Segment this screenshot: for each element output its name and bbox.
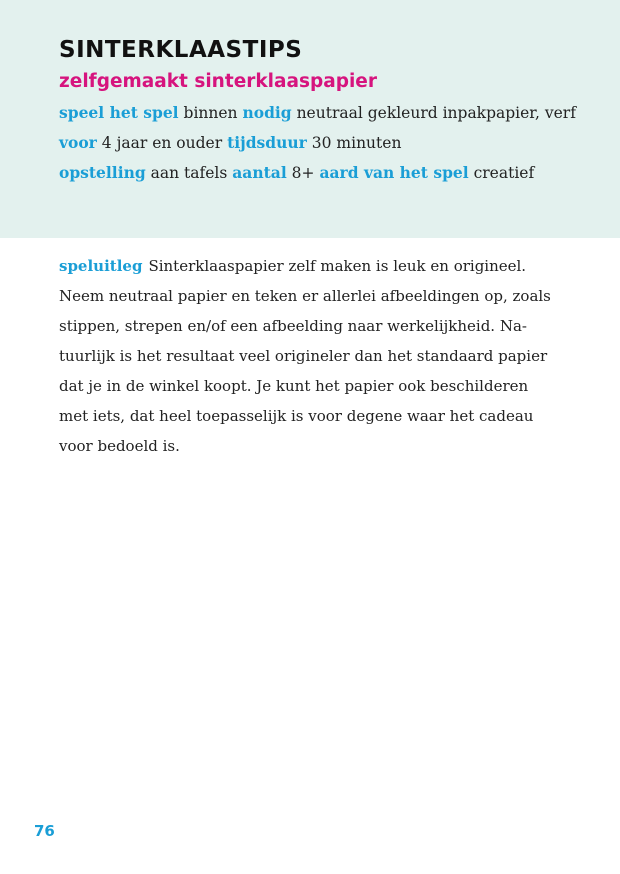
meta-key-nodig: nodig (242, 103, 292, 122)
explanation-line: met iets, dat heel toepasselijk is voor degene waar het cadeau (59, 407, 534, 425)
explanation-line: Sinterklaaspapier zelf maken is leuk en origineel. (148, 257, 527, 275)
meta-value-opstelling: aan tafels (150, 164, 228, 182)
page-number: 76 (34, 822, 55, 840)
header-band (0, 0, 620, 238)
meta-key-speel-het-spel: speel het spel (59, 103, 179, 122)
meta-value-aantal: 8+ (291, 164, 315, 182)
meta-key-tijdsduur: tijdsduur (227, 133, 307, 152)
game-explanation (59, 251, 559, 461)
meta-value-speel-het-spel: binnen (183, 104, 238, 122)
meta-value-nodig: neutraal gekleurd inpakpapier, verf (296, 104, 576, 122)
section-title: SINTERKLAASTIPS (59, 37, 303, 63)
meta-value-tijdsduur: 30 minuten (311, 134, 402, 152)
meta-value-aard-van-het-spel: creatief (473, 164, 535, 182)
meta-line-3 (59, 163, 534, 183)
explanation-line: voor bedoeld is. (59, 437, 180, 455)
activity-subtitle: zelfgemaakt sinterklaaspapier (59, 71, 377, 92)
meta-line-2 (59, 133, 401, 153)
meta-key-aard-van-het-spel: aard van het spel (319, 163, 469, 182)
explanation-line: tuurlijk is het resultaat veel origineler dan het standaard papier (59, 347, 548, 365)
meta-key-voor: voor (59, 133, 97, 152)
meta-key-aantal: aantal (232, 163, 287, 182)
meta-value-voor: 4 jaar en ouder (101, 134, 223, 152)
explanation-line: Neem neutraal papier en teken er allerlei afbeeldingen op, zoals (59, 287, 551, 305)
explanation-label: speluitleg (59, 257, 143, 275)
meta-key-opstelling: opstelling (59, 163, 146, 182)
explanation-line: dat je in de winkel koopt. Je kunt het papier ook beschilderen (59, 377, 529, 395)
meta-line-1 (59, 103, 576, 123)
explanation-line: stippen, strepen en/of een afbeelding naar werkelijkheid. Na- (59, 317, 527, 335)
